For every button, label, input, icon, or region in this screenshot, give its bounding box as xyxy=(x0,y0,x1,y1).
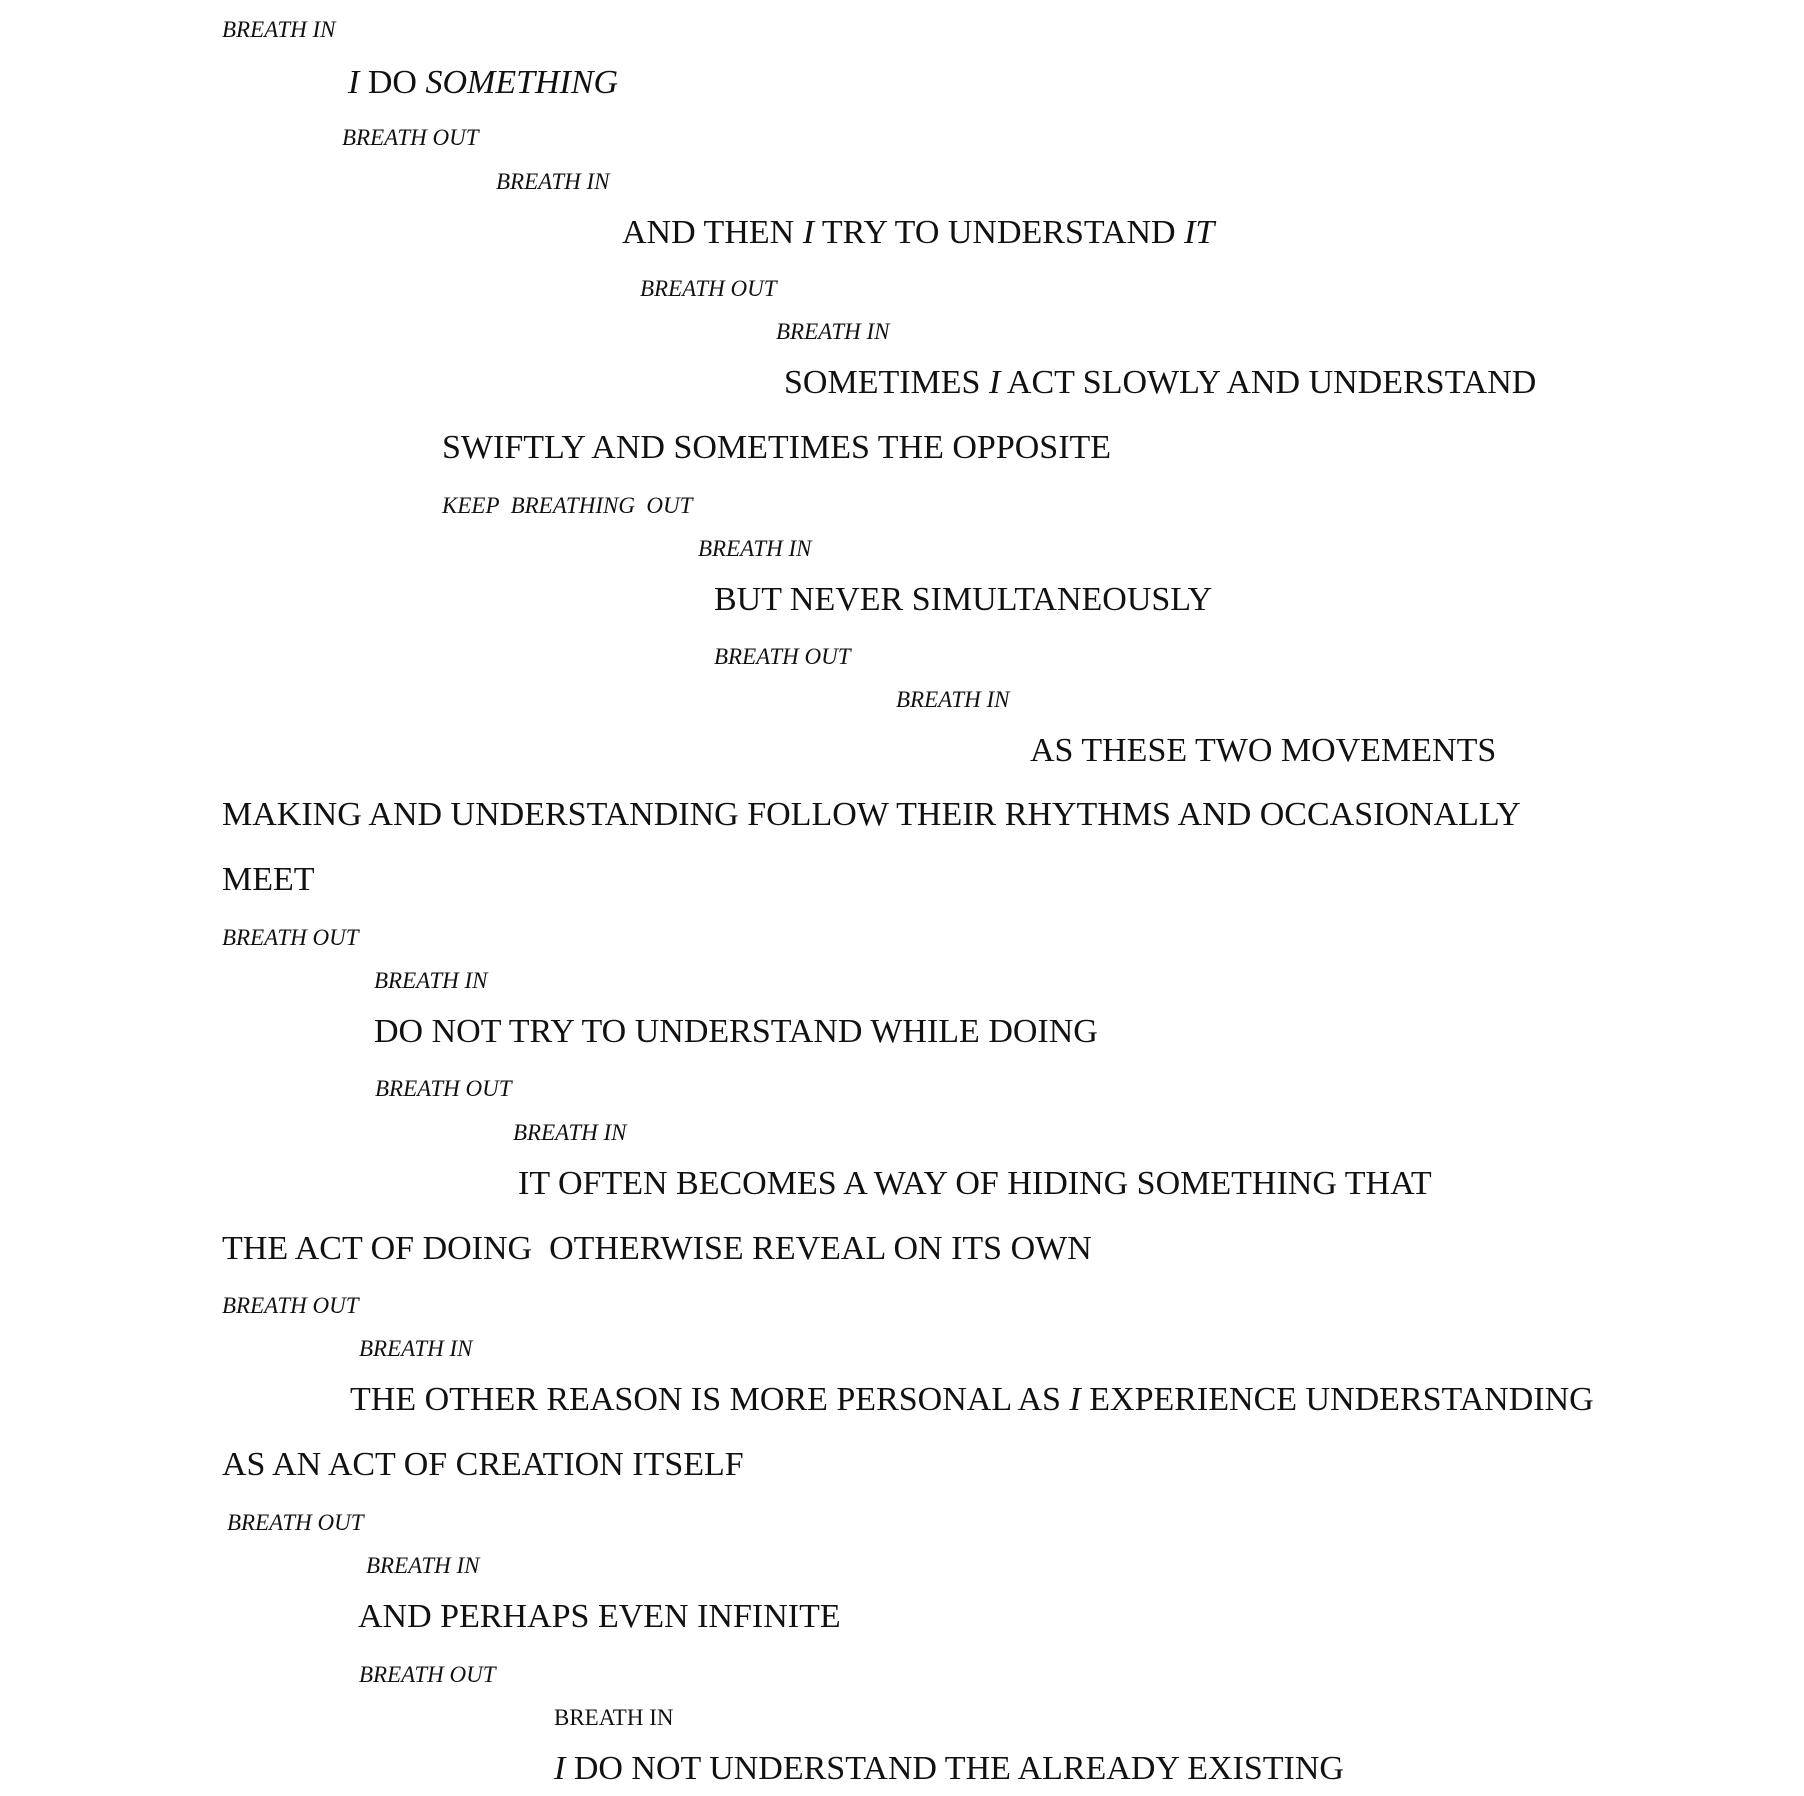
plain-text: EXPERIENCE UNDERSTANDING xyxy=(1080,1381,1594,1418)
italic-word: I xyxy=(802,214,815,251)
poem-line-i-do-something xyxy=(348,66,618,100)
poem-line-making-and-understanding: MAKING AND UNDERSTANDING FOLLOW THEIR RHYTHMS AND OCCASIONALLY xyxy=(222,796,1521,833)
breath-out-line: BREATH OUT xyxy=(227,1510,364,1535)
breath-out-line: BREATH OUT xyxy=(342,125,479,150)
plain-text: THE OTHER REASON IS MORE PERSONAL AS xyxy=(350,1381,1070,1418)
plain-text: ACT SLOWLY AND UNDERSTAND xyxy=(1000,364,1537,401)
breath-in-line: BREATH IN xyxy=(554,1705,674,1730)
poem-line-two-movements: AS THESE TWO MOVEMENTS xyxy=(1030,732,1497,769)
plain-text: DO NOT UNDERSTAND THE ALREADY EXISTING xyxy=(565,1750,1344,1787)
breath-in-line: BREATH IN xyxy=(896,687,1010,712)
breath-out-line: BREATH OUT xyxy=(222,1293,359,1318)
breath-out-line: BREATH OUT xyxy=(714,644,851,669)
breath-in-line: BREATH IN xyxy=(513,1120,627,1145)
breath-in-line: BREATH IN xyxy=(366,1553,480,1578)
italic-word: I xyxy=(1069,1381,1081,1418)
italic-word: SOMETHING xyxy=(425,64,619,101)
poem-line-act-of-doing: THE ACT OF DOING OTHERWISE REVEAL ON ITS OWN xyxy=(222,1230,1092,1267)
poem-line-do-not-try: DO NOT TRY TO UNDERSTAND WHILE DOING xyxy=(374,1013,1098,1050)
poem-line-never-simultaneously: BUT NEVER SIMULTANEOUSLY xyxy=(714,581,1213,618)
poem-line-meet: MEET xyxy=(222,861,315,898)
italic-word: I xyxy=(988,364,1001,401)
plain-text: DO xyxy=(359,64,426,101)
plain-text: SOMETIMES xyxy=(784,364,989,401)
poem-line-and-then xyxy=(622,216,1214,250)
poem-line-perhaps-infinite: AND PERHAPS EVEN INFINITE xyxy=(358,1598,841,1635)
poem-line-act-of-creation: AS AN ACT OF CREATION ITSELF xyxy=(222,1446,744,1483)
poem-line-swiftly: SWIFTLY AND SOMETIMES THE OPPOSITE xyxy=(442,429,1112,466)
italic-word: I xyxy=(348,64,360,101)
breath-in-line: BREATH IN xyxy=(698,536,812,561)
italic-word: IT xyxy=(1184,214,1215,251)
breath-out-line: BREATH OUT xyxy=(640,276,777,301)
breath-in-line: BREATH IN xyxy=(496,169,610,194)
poem-line-sometimes xyxy=(784,366,1536,400)
breath-in-line: BREATH IN xyxy=(359,1336,473,1361)
breath-in-line: BREATH IN xyxy=(776,319,890,344)
keep-breathing-out-line: KEEP BREATHING OUT xyxy=(442,493,693,518)
plain-text: TRY TO UNDERSTAND xyxy=(814,214,1185,251)
breath-in-line: BREATH IN xyxy=(374,968,488,993)
poem-line-already-existing xyxy=(554,1752,1344,1786)
breath-out-line: BREATH OUT xyxy=(222,925,359,950)
breath-out-line: BREATH OUT xyxy=(375,1076,512,1101)
poem-line-other-reason xyxy=(350,1383,1594,1417)
poem-line-hiding-something: IT OFTEN BECOMES A WAY OF HIDING SOMETHING THAT xyxy=(518,1165,1432,1202)
plain-text: AND THEN xyxy=(622,214,803,251)
breath-in-line: BREATH IN xyxy=(222,17,336,42)
breath-out-line: BREATH OUT xyxy=(359,1662,496,1687)
italic-word: I xyxy=(554,1750,566,1787)
